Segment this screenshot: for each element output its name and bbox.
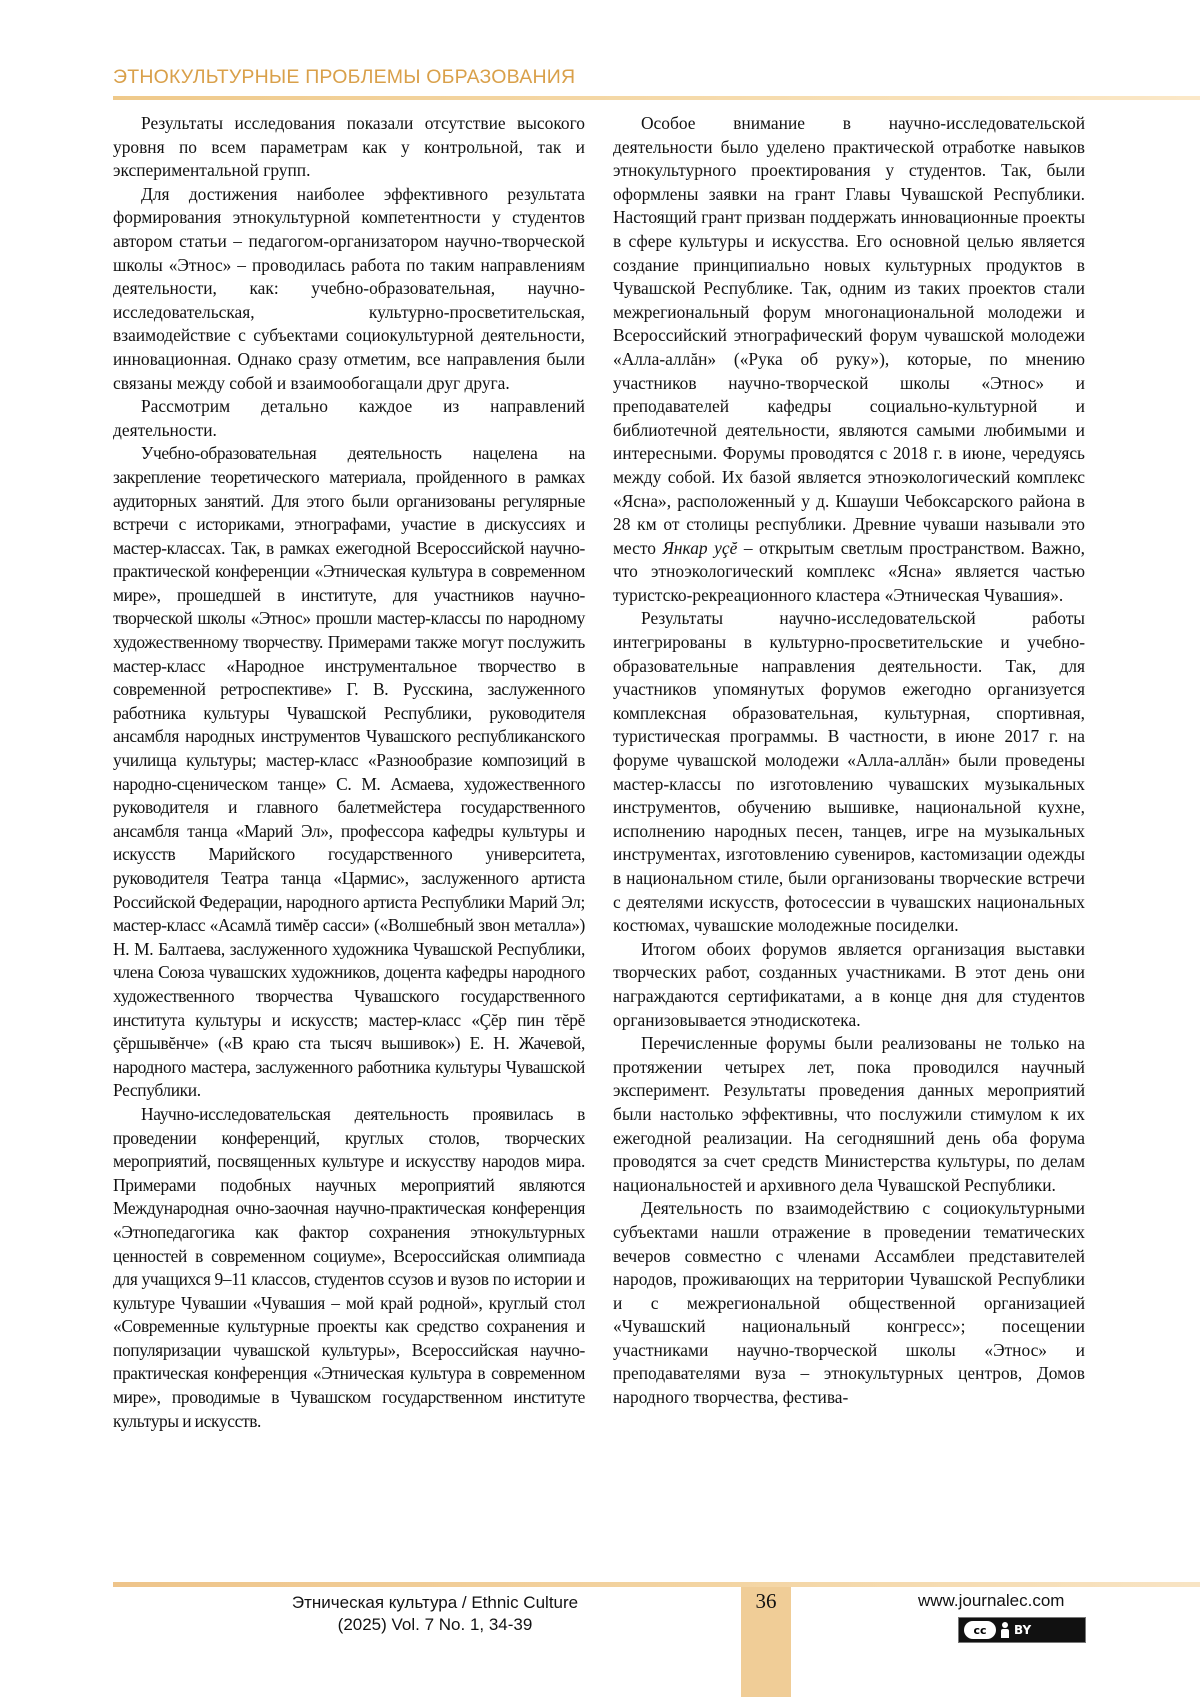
- paragraph: [613, 112, 1085, 607]
- journal-website-link[interactable]: www.journalec.com: [918, 1591, 1065, 1610]
- journal-citation: [270, 1592, 600, 1636]
- paragraph: Перечисленные форумы были реализованы не только на протяжении четырех лет, пока проводился научный эксперимент. Результаты проведения данных мероприятий были настолько эффективны, что послужили стимулом к их ежегодной реализации. На сегодняшний день оба форума проводятся за счет средств Министерства культуры, по делам национальностей и архивного дела Чувашской Республики.: [613, 1033, 1085, 1195]
- paragraph: Рассмотрим детально каждое из направлений деятельности.: [113, 396, 585, 440]
- journal-title: Этническая культура / Ethnic Culture: [291, 1593, 579, 1612]
- paragraph-text: Особое внимание в научно-исследовательской деятельности было уделено практической отработке навыков этнокультурного проектирования у студентов. Так, были оформлены заявки на грант Главы Чувашской Республики. Настоящий грант призван поддержать инновационные проекты в сфере культуры и искусства. Его основной целью является создание принципиально новых культурных продуктов в Чувашской Республике. Так, одним из таких проектов стали межрегиональный форум многонациональной молодежи и Всероссийский этнографический форум чувашской молодежи «Алла-аллăн» («Рука об руку»), которые, по мнению участников научно-творческой школы «Этнос» и преподавателей кафедры социально-культурной и библиотечной деятельности, являются самыми любимыми и интересными. Форумы проводятся с 2018 г. в июне, чередуясь между собой. Их базой является этноэкологический комплекс «Ясна», расположенный у д. Кшауши Чебоксарского района в 28 км от столицы республики. Древние чуваши называли это место: [613, 113, 1085, 558]
- paragraph: Деятельность по взаимодействию с социокультурными субъектами нашли отражение в проведении тематических вечеров совместно с членами Ассамблеи представителей народов, проживающих на территории Чувашской Республики и с межрегиональной общественной организацией «Чувашский национальный конгресс»; посещении участниками научно-творческой школы «Этнос» и преподавателями вуза – этнокультурных центров, Домов народного творчества, фестива-: [613, 1198, 1085, 1408]
- paragraph: Для достижения наиболее эффективного результата формирования этнокультурной компетентности у студентов автором статьи – педагогом-организатором научно-творческой школы «Этнос» – проводилась работа по таким направлениям деятельности, как: учебно-образовательная, научно-исследовательская, культурно-просветительская, взаимодействие с субъектами социокультурной деятельности, инновационная. Однако сразу отметим, все направления были связаны между собой и взаимообогащали друг друга.: [113, 183, 585, 393]
- running-title: ЭТНОКУЛЬТУРНЫЕ ПРОБЛЕМЫ ОБРАЗОВАНИЯ: [113, 66, 576, 88]
- license-by-label: BY: [1014, 1623, 1032, 1637]
- paragraph: Результаты исследования показали отсутствие высокого уровня по всем параметрам как у контрольной, так и экспериментальной групп.: [113, 113, 585, 181]
- italic-place-name: Янкар уçĕ: [662, 537, 738, 558]
- paragraph: Результаты научно-исследовательской работы интегрированы в культурно-просветительские и учебно-образовательные направления деятельности. Так, для участников упомянутых форумов ежегодно организуется комплексная образовательная, культурная, спортивная, туристическая программы. В частности, в июне 2017 г. на форуме чувашской молодежи «Алла-аллăн» были проведены мастер-классы по изготовлению чувашских музыкальных инструментов, обучению вышивке, национальной кухне, исполнению народных песен, танцев, игре на музыкальных инструментах, изготовлению сувениров, кастомизации одежды в национальном стиле, были организованы творческие встречи с деятелями искусств, фотосессии в чувашских национальных костюмах, чувашские молодежные посиделки.: [613, 608, 1085, 936]
- left-column: [113, 112, 585, 1433]
- cc-by-license-badge[interactable]: [958, 1617, 1086, 1643]
- journal-volume: (2025) Vol. 7 No. 1, 34-39: [337, 1615, 533, 1634]
- paragraph-text: – открытым светлым пространством. Важно, что этноэкологический комплекс «Ясна» является частью туристско-рекреационного кластера «Этническая Чувашия».: [613, 537, 1085, 605]
- attribution-icon: [1000, 1621, 1010, 1639]
- right-column: [613, 112, 1085, 1410]
- footer-rule: [113, 1582, 1200, 1587]
- paragraph: Учебно-образовательная деятельность нацелена на закрепление теоретического материала, пройденного в рамках аудиторных занятий. Для этого были организованы регулярные встречи с историками, этнографами, участие в дискуссиях и мастер-классах. Так, в рамках ежегодной Всероссийской научно-практической конференции «Этническая культура в современном мире», прошедшей в институте, для участников научно-творческой школы «Этнос» прошли мастер-классы по народному художественному творчеству. Примерами также могут послужить мастер-класс «Народное инструментальное творчество в современной ретроспективе» Г. В. Русскина, заслуженного работника культуры Чувашской Республики, руководителя ансамбля народных инструментов Чувашского республиканского училища культуры; мастер-класс «Разнообразие композиций в народно-сценическом танце» С. М. Асмаева, художественного руководителя и главного балетмейстера государственного ансамбля танца «Марий Эл», профессора кафедры культуры и искусств Марийского государственного университета, руководителя Театра танца «Цармис», заслуженного артиста Российской Федерации, народного артиста Республики Марий Эл; мастер-класс «Асамлă тимĕр сасси» («Волшебный звон металла») Н. М. Балтаева, заслуженного художника Чувашской Республики, члена Союза чувашских художников, доцента кафедры народного художественного творчества Чувашского государственного института культуры и искусств; мастер-класс «Çĕр пин тĕрĕ çĕршывĕнче» («В краю ста тысяч вышивок») Е. Н. Жачевой, народного мастера, заслуженного работника культуры Чувашской Республики.: [113, 443, 585, 1101]
- cc-icon: cc: [964, 1621, 996, 1639]
- header-rule: [113, 96, 1200, 100]
- paragraph: Научно-исследовательская деятельность проявилась в проведении конференций, круглых столов, творческих мероприятий, посвященных культуре и искусству народов мира. Примерами подобных научных мероприятий являются Международная очно-заочная научно-практическая конференция «Этнопедагогика как фактор сохранения этнокультурных ценностей в современном социуме», Всероссийская олимпиада для учащихся 9–11 классов, студентов ссузов и вузов по истории и культуре Чувашии «Чувашия – мой край родной», круглый стол «Современные культурные проекты как средство сохранения и популяризации чувашской культуры», Всероссийская научно-практическая конференция «Этническая культура в современном мире», проводимые в Чувашском государственном институте культуры и искусств.: [113, 1103, 585, 1431]
- page-number: 36: [755, 1589, 777, 1613]
- paragraph: Итогом обоих форумов является организация выставки творческих работ, созданных участниками. В этот день они награждаются сертификатами, а в конце дня для студентов организовывается этнодискотека.: [613, 938, 1085, 1030]
